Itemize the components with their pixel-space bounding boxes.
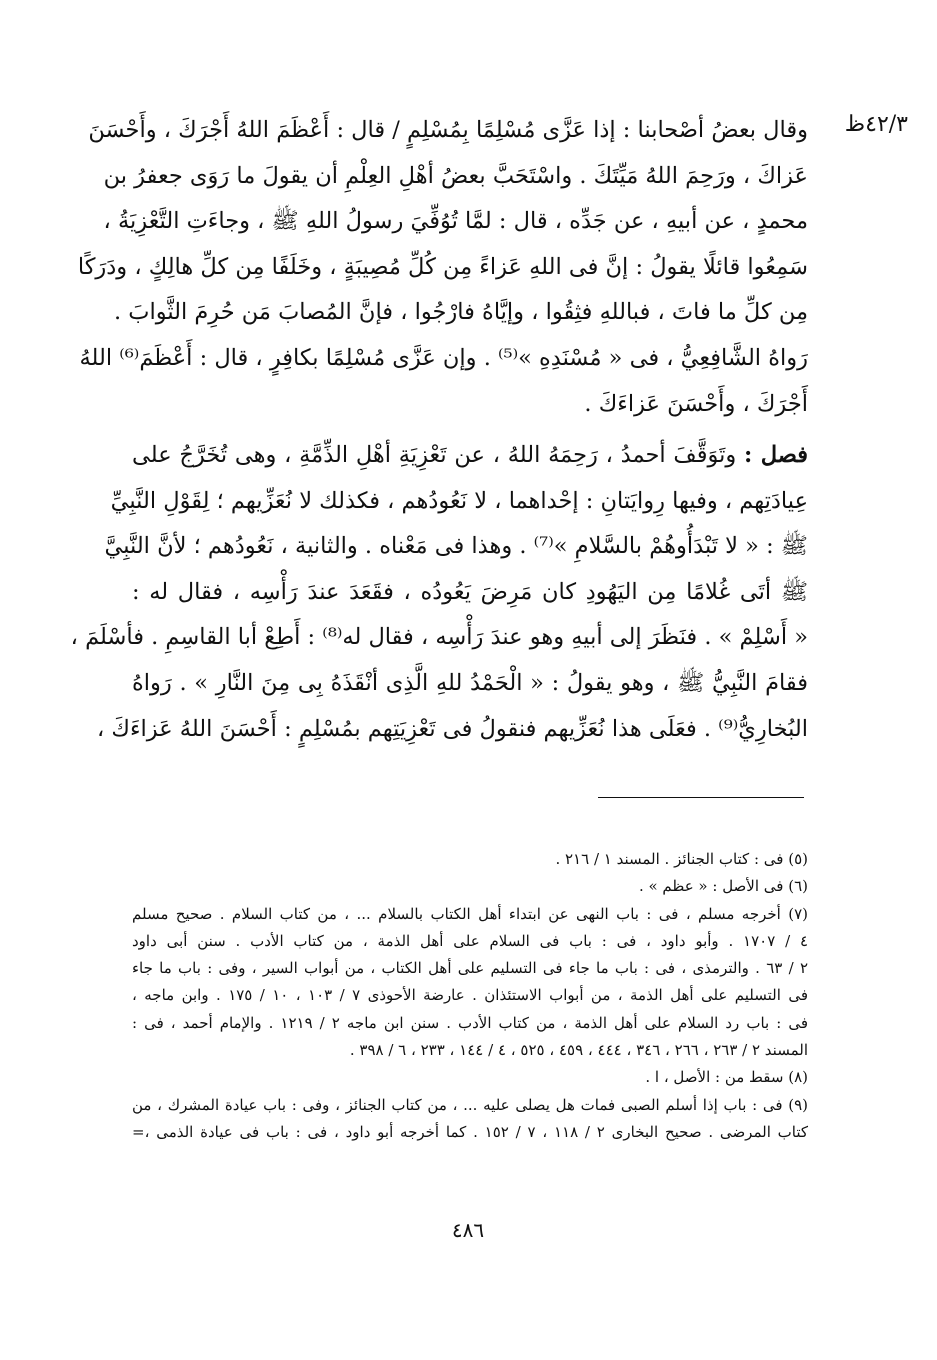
footnote-line: (٥) فى : كتاب الجنائز . المسند ١ / ٢١٦ . bbox=[555, 850, 808, 868]
footnote-line: (٨) سقط من : الأصل ، ا . bbox=[645, 1068, 808, 1087]
text-line: عِيادَتِهم ، وفيها رِوايَتانِ : إحْداهما ، لا نَعُودُهم ، فكذلك لا نُعَزِّيهم ؛ لِقَوْلِ النَّبِيِّ bbox=[110, 487, 808, 514]
section-heading-fasl: فصل : bbox=[743, 442, 808, 468]
footnote-line: كتاب المرضى . صحيح البخارى ٢ / ١١٨ ، ٧ / ١٥٢ . كما أخرجه أبو داود ، فى : باب فى عيادة الذمى ،= bbox=[132, 1122, 809, 1141]
paragraph-condolence bbox=[77, 108, 808, 427]
footnote-line: ٢ / ٦٣ . والترمذى ، فى : باب ما جاء فى التسليم على أهل الكتاب ، من أبواب السير ، وفى : باب ما جاء bbox=[132, 959, 809, 978]
footnote-line: (٧) أخرجه مسلم ، فى : باب النهى عن ابتداء أهل الكتاب بالسلام ... ، من كتاب السلام . صحيح مسلم bbox=[132, 904, 808, 923]
text-line: محمدٍ ، عن أبيهِ ، عن جَدِّه ، قال : لمَّا تُوُفِّيَ رسولُ اللهِ ﷺ ، وجاءَتِ التَّعْزِيَةُ ، bbox=[103, 208, 808, 235]
paragraph-dhimmi-condolence bbox=[70, 433, 808, 752]
text-line: ﷺ : « لا تَبْدَأُوهُمْ بالسَّلامِ »⁽⁷⁾ . وهذا فى مَعْناه . والثانية ، نَعُودُهم ؛ لأنَّ النَّبِيَّ bbox=[104, 533, 808, 560]
footnote-line: فى : باب رد السلام على أهل الذمة ، من كتاب الأدب . سنن ابن ماجه ٢ / ١٢١٩ . والإمام أحمد ، فى : bbox=[132, 1013, 808, 1032]
footnotes bbox=[132, 846, 808, 1146]
footnote-separator bbox=[598, 797, 804, 798]
text-line bbox=[132, 433, 808, 479]
text-line: عَزاكَ ، ورَحِمَ اللهُ مَيِّتَكَ . واسْتَحَبَّ بعضُ أهْلِ العِلْمِ أن يقولَ ما رَوَى جعفرُ بن bbox=[103, 162, 808, 189]
manuscript-folio-marker: ٤٢/٣ظ bbox=[844, 112, 908, 137]
text-line: أَجْرَكَ ، وأَحْسَنَ عَزاءَكَ . bbox=[584, 390, 808, 417]
footnote-line: (٩) فى : باب إذا أسلم الصبى فمات هل يصلى عليه ... ، من كتاب الجنائز ، وفى : باب عيادة المشرك ، من bbox=[132, 1095, 808, 1114]
footnote-line: المسند ٢ / ٢٦٣ ، ٢٦٦ ، ٣٤٦ ، ٤٤٤ ، ٤٥٩ ، ٥٢٥ ، ٤ / ١٤٤ ، ٢٣٣ ، ٦ / ٣٩٨ . bbox=[349, 1041, 808, 1060]
text-line-rest: وتَوَقَّفَ أحمدُ ، رَحِمَهُ اللهُ ، عن تَعْزِيَةِ أهْلِ الذِّمَّةِ ، وهى تُخَرَّجُ على bbox=[132, 442, 737, 468]
text-line: « أَسْلِمْ » . فنَظَرَ إلى أبيهِ وهو عندَ رَأْسِه ، فقال له⁽⁸⁾ : أَطِعْ أبا القاسِمِ . فأسْلَمَ ، bbox=[70, 624, 808, 651]
text-line: فقامَ النَّبِيُّ ﷺ ، وهو يقولُ : « الْحَمْدُ للهِ الَّذِى أنْقَذَهُ بِى مِنَ النَّارِ » . رَواهُ bbox=[132, 669, 808, 696]
footnote-line: فى التسليم على أهل الذمة ، من أبواب الاستئذان . عارضة الأحوذى ٧ / ١٠٣ ، ١٠ / ١٧٥ . وابن ماجه ، bbox=[132, 986, 809, 1005]
text-line: وقال بعضُ أصْحابنا : إذا عَزَّى مُسْلِمًا بِمُسْلِمٍ / قال : أَعْظَمَ اللهُ أَجْرَكَ ، وأَحْسَنَ bbox=[88, 117, 808, 143]
text-line: ﷺ أتَى غُلامًا مِن اليَهُودِ كان مَرِضَ يَعُودُه ، فقَعَدَ عندَ رَأْسِه ، فقال له : bbox=[132, 578, 808, 605]
text-line: سَمِعُوا قائلًا يقولُ : إنَّ فى اللهِ عَزاءً مِن كُلِّ مُصِيبَةٍ ، وخَلَفًا مِن كلِّ هالِكٍ ، ودَرَكًا bbox=[77, 253, 808, 280]
page-number: ٤٨٦ bbox=[451, 1218, 485, 1242]
footnote-line: (٦) فى الأصل : « عظم » . bbox=[638, 877, 808, 896]
text-line: البُخارِيُّ⁽⁹⁾ . فعَلَى هذا نُعَزِّيهم فنقولُ فى تَعْزِيَتِهم بمُسْلِمٍ : أَحْسَنَ اللهُ عَزاءَكَ ، bbox=[97, 715, 808, 742]
text-line: رَواهُ الشَّافِعِيُّ ، فى « مُسْنَدِهِ »⁽⁵⁾ . وإن عَزَّى مُسْلِمًا بكافِرٍ ، قال : أَعْظَمَ⁽⁶⁾ اللهُ bbox=[79, 344, 808, 371]
text-line: مِن كلِّ ما فاتَ ، فباللهِ فثِقُوا ، وإيَّاهُ فارْجُوا ، فإنَّ المُصابَ مَن حُرِمَ الثَّوابَ . bbox=[113, 299, 808, 326]
footnote-line: ٤ / ١٧٠٧ . وأبو داود ، فى : باب فى السلام على أهل الذمة ، من كتاب الأدب . سنن أبى داود bbox=[132, 931, 808, 950]
